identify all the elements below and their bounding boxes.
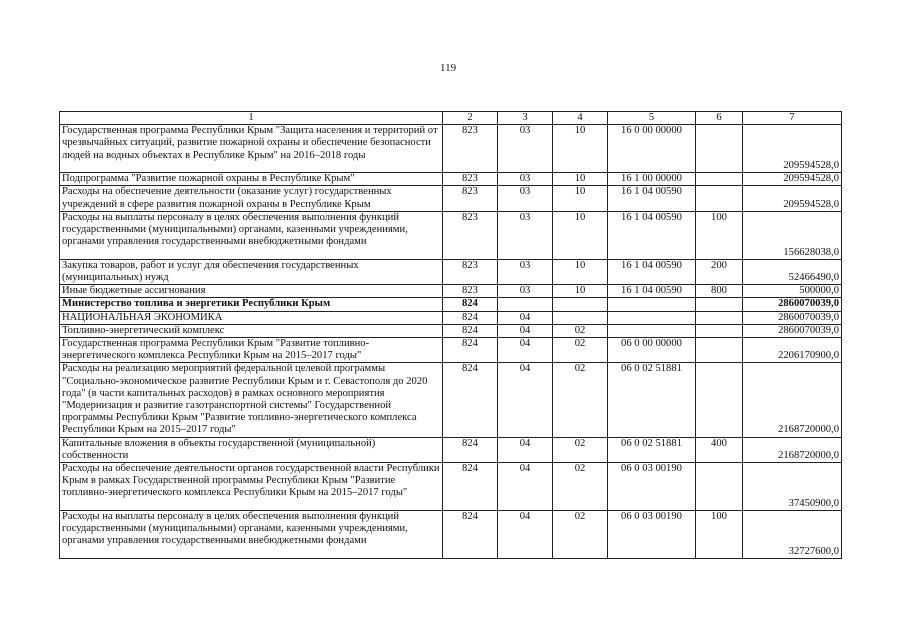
row-name: Закупка товаров, работ и услуг для обеспечения государственных (муниципальных) нужд	[60, 259, 443, 284]
section-code: 04	[498, 363, 553, 437]
ministry-code: 824	[443, 511, 498, 559]
target-article-code: 06 0 00 00000	[608, 338, 696, 363]
table-row	[60, 363, 842, 437]
section-code: 04	[498, 338, 553, 363]
section-code: 03	[498, 125, 553, 173]
section-code: 03	[498, 285, 553, 298]
ministry-code: 823	[443, 186, 498, 211]
expense-type-code	[696, 463, 743, 511]
ministry-code: 824	[443, 338, 498, 363]
ministry-code: 824	[443, 298, 498, 311]
header-cell: 2	[443, 112, 498, 125]
ministry-code: 823	[443, 173, 498, 186]
target-article-code: 16 1 00 00000	[608, 173, 696, 186]
ministry-code: 823	[443, 125, 498, 173]
amount: 2168720000,0	[743, 437, 842, 462]
amount: 209594528,0	[743, 186, 842, 211]
section-code: 03	[498, 173, 553, 186]
amount: 500000,0	[743, 285, 842, 298]
page-number: 119	[440, 62, 457, 74]
expense-type-code	[696, 186, 743, 211]
amount: 2860070039,0	[743, 298, 842, 311]
subsection-code: 02	[553, 363, 608, 437]
expense-type-code	[696, 363, 743, 437]
expense-type-code: 200	[696, 259, 743, 284]
subsection-code: 10	[553, 259, 608, 284]
table-row	[60, 324, 842, 337]
subsection-code: 02	[553, 437, 608, 462]
table-row	[60, 285, 842, 298]
row-name: Государственная программа Республики Крым "Развитие топливно-энергетического комплекса Республики Крым на 2015–2017 годы"	[60, 338, 443, 363]
ministry-code: 824	[443, 311, 498, 324]
subsection-code: 10	[553, 285, 608, 298]
target-article-code: 16 1 04 00590	[608, 211, 696, 259]
subsection-code: 10	[553, 173, 608, 186]
subsection-code: 10	[553, 211, 608, 259]
amount: 156628038,0	[743, 211, 842, 259]
row-name: Топливно-энергетический комплекс	[60, 324, 443, 337]
section-code: 03	[498, 186, 553, 211]
ministry-code: 824	[443, 463, 498, 511]
amount: 209594528,0	[743, 125, 842, 173]
row-name: Расходы на реализацию мероприятий федеральной целевой программы "Социально-экономическое развитие Республики Крым и г. Севастополя до 2020 года" (в части капитальных расходов) в рамках основного мероприятия "Модернизация и развитие газотранспортной системы" Государственной программы Республики Крым "Развитие топливно-энергетического комплекса Республики Крым на 2015–2017 годы"	[60, 363, 443, 437]
target-article-code: 06 0 02 51881	[608, 437, 696, 462]
section-code: 04	[498, 311, 553, 324]
table-row	[60, 125, 842, 173]
row-name: Государственная программа Республики Крым "Защита населения и территорий от чрезвычайных ситуаций, развитие пожарной охраны и обеспечение безопасности людей на водных объектах в Республике Крым" на 2016–2018 годы	[60, 125, 443, 173]
header-cell: 6	[696, 112, 743, 125]
table-row	[60, 211, 842, 259]
section-code: 04	[498, 511, 553, 559]
expense-type-code	[696, 324, 743, 337]
table-row	[60, 311, 842, 324]
expense-type-code	[696, 125, 743, 173]
expense-type-code	[696, 338, 743, 363]
subsection-code: 02	[553, 324, 608, 337]
amount: 2206170900,0	[743, 338, 842, 363]
section-code: 03	[498, 211, 553, 259]
row-name: Подпрограмма "Развитие пожарной охраны в Республике Крым"	[60, 173, 443, 186]
target-article-code	[608, 324, 696, 337]
expense-type-code	[696, 298, 743, 311]
row-name: НАЦИОНАЛЬНАЯ ЭКОНОМИКА	[60, 311, 443, 324]
target-article-code: 06 0 02 51881	[608, 363, 696, 437]
table-row	[60, 298, 842, 311]
table-header-row	[60, 112, 842, 125]
subsection-code: 02	[553, 338, 608, 363]
target-article-code	[608, 311, 696, 324]
table-row	[60, 463, 842, 511]
subsection-code	[553, 298, 608, 311]
subsection-code: 10	[553, 125, 608, 173]
header-cell: 1	[60, 112, 443, 125]
ministry-code: 824	[443, 363, 498, 437]
expense-type-code: 100	[696, 511, 743, 559]
row-name: Министерство топлива и энергетики Республики Крым	[60, 298, 443, 311]
row-name: Расходы на обеспечение деятельности (оказание услуг) государственных учреждений в сфере развития пожарной охраны в Республике Крым	[60, 186, 443, 211]
amount: 37450900,0	[743, 463, 842, 511]
table-row	[60, 259, 842, 284]
ministry-code: 823	[443, 285, 498, 298]
section-code: 04	[498, 437, 553, 462]
target-article-code: 06 0 03 00190	[608, 463, 696, 511]
amount: 209594528,0	[743, 173, 842, 186]
amount: 52466490,0	[743, 259, 842, 284]
ministry-code: 823	[443, 259, 498, 284]
target-article-code: 16 0 00 00000	[608, 125, 696, 173]
section-code: 04	[498, 324, 553, 337]
amount: 32727600,0	[743, 511, 842, 559]
amount: 2860070039,0	[743, 324, 842, 337]
subsection-code: 02	[553, 511, 608, 559]
section-code: 03	[498, 259, 553, 284]
header-cell: 7	[743, 112, 842, 125]
subsection-code: 02	[553, 463, 608, 511]
subsection-code: 10	[553, 186, 608, 211]
ministry-code: 824	[443, 324, 498, 337]
target-article-code: 06 0 03 00190	[608, 511, 696, 559]
expense-type-code: 800	[696, 285, 743, 298]
target-article-code: 16 1 04 00590	[608, 259, 696, 284]
header-cell: 3	[498, 112, 553, 125]
target-article-code: 16 1 04 00590	[608, 186, 696, 211]
row-name: Иные бюджетные ассигнования	[60, 285, 443, 298]
expense-type-code: 100	[696, 211, 743, 259]
budget-table	[59, 111, 842, 559]
table-row	[60, 173, 842, 186]
header-cell: 5	[608, 112, 696, 125]
expense-type-code	[696, 173, 743, 186]
subsection-code	[553, 311, 608, 324]
amount: 2168720000,0	[743, 363, 842, 437]
table-row	[60, 437, 842, 462]
target-article-code	[608, 298, 696, 311]
header-cell: 4	[553, 112, 608, 125]
ministry-code: 824	[443, 437, 498, 462]
expense-type-code	[696, 311, 743, 324]
expense-type-code: 400	[696, 437, 743, 462]
row-name: Расходы на обеспечение деятельности органов государственной власти Республики Крым в рамках Государственной программы Республики Крым "Развитие топливно-энергетического комплекса Республики Крым на 2015–2017 годы"	[60, 463, 443, 511]
section-code: 04	[498, 463, 553, 511]
section-code	[498, 298, 553, 311]
row-name: Расходы на выплаты персоналу в целях обеспечения выполнения функций государственными (муниципальными) органами, казенными учреждениями, органами управления государственными внебюджетными фондами	[60, 211, 443, 259]
row-name: Капитальные вложения в объекты государственной (муниципальной) собственности	[60, 437, 443, 462]
table-row	[60, 186, 842, 211]
table-row	[60, 511, 842, 559]
row-name: Расходы на выплаты персоналу в целях обеспечения выполнения функций государственными (муниципальными) органами, казенными учреждениями, органами управления государственными внебюджетными фондами	[60, 511, 443, 559]
target-article-code: 16 1 04 00590	[608, 285, 696, 298]
ministry-code: 823	[443, 211, 498, 259]
amount: 2860070039,0	[743, 311, 842, 324]
table-row	[60, 338, 842, 363]
